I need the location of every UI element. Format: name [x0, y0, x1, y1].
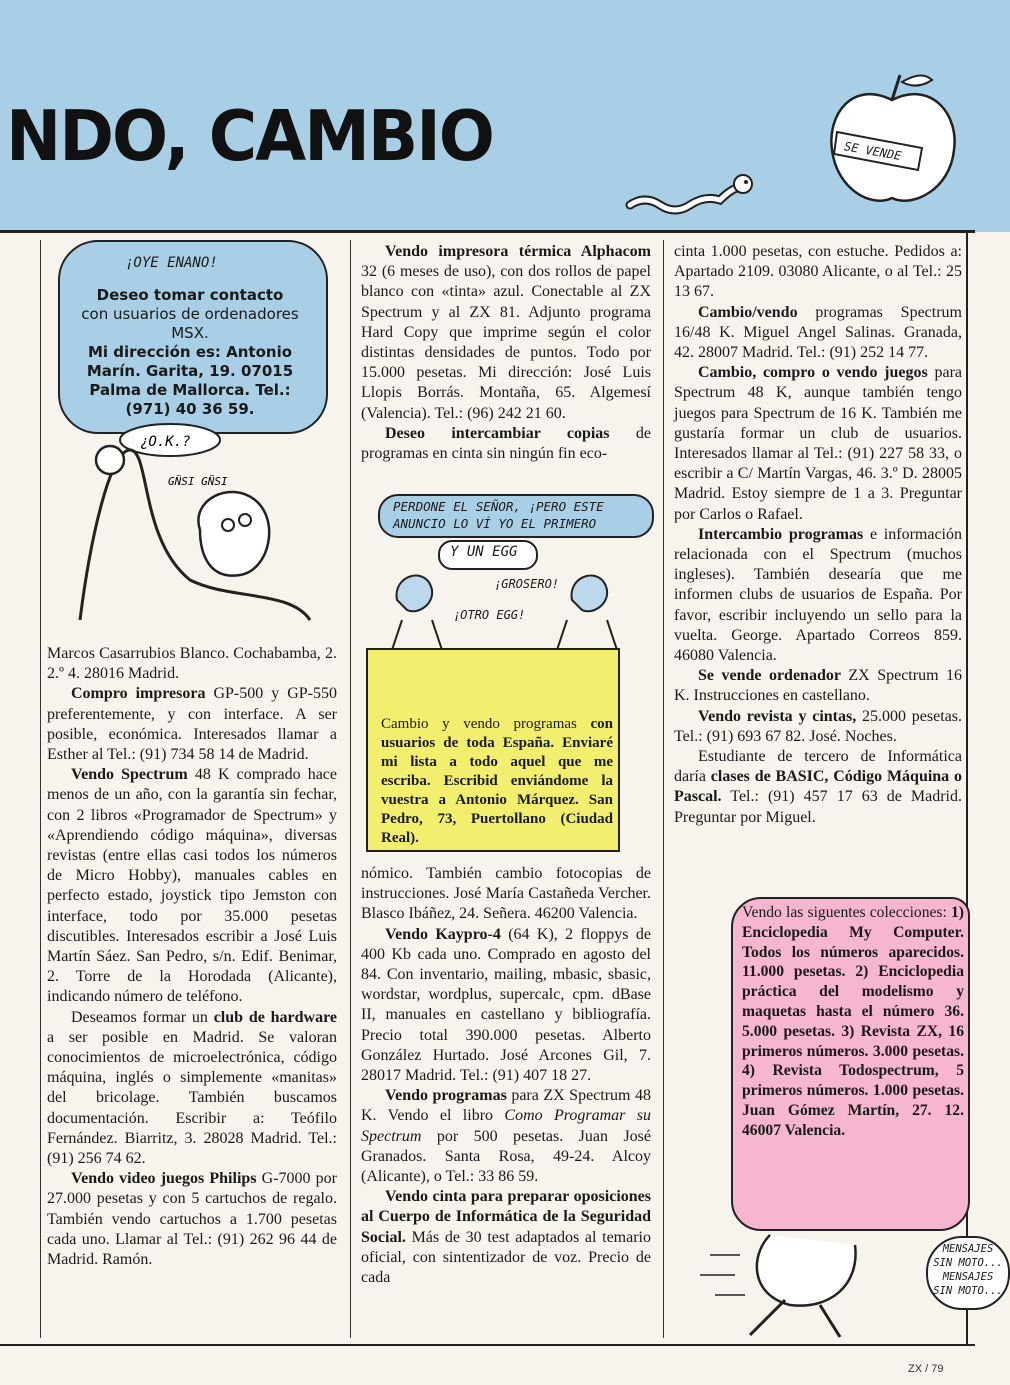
ad-heading: Vendo Spectrum	[71, 766, 188, 784]
column-3-classifieds	[674, 242, 962, 828]
ad-body: por 500 pesetas. Juan José Granados. Santa Rosa, 49-24. Alcoy (Alicante), o Tel.: 33 86 59.	[361, 1127, 651, 1186]
ad-clases-basic	[674, 747, 962, 828]
ad-body: Tel.: (91) 457 17 63 de Madrid. Preguntar por Miguel.	[674, 788, 962, 826]
ad-vendo-spectrum	[47, 765, 337, 1007]
column-rule-2	[663, 240, 664, 1338]
yellow-ad-lead: Cambio y vendo programas	[381, 716, 577, 732]
pink-ad-body: 1) Enciclopedia My Computer. Todos los números aparecidos. 11.000 pesetas. 2) Enciclopedia práctica del modelismo y maquetas hasta el número 36. 5.000 pesetas. 3) Revista ZX, 16 primeros números. 3.000 pesetas. 4) Revista Todospectrum, 5 primeros números. 1.000 pesetas. Juan Gómez Martín, 27. 12. 46007 Valencia.	[742, 904, 964, 1139]
worm-illustration	[625, 160, 765, 220]
ad-body: programas Spectrum 16/48 K. Miguel Angel Salinas. Granada, 42. 28007 Madrid. Tel.: (91) 252 14 77.	[674, 303, 962, 362]
ad-body: a ser posible en Madrid. Se valoran conocimientos de microelectrónica, código máquina, inglés o simplemente «manitas» del bricolage. También buscamos documentación. Escribir a: Teófilo Fernández. Biarritz, 3. 28028 Madrid. Tel.: (91) 256 74 62.	[47, 1028, 337, 1168]
page-title: NDO, CAMBIO	[6, 96, 493, 177]
ad-heading: Se vende ordenador	[698, 667, 841, 685]
ad-heading: Compro impresora	[71, 685, 206, 703]
cartoon-runner-illustration	[690, 1225, 930, 1343]
bubble-1-text	[70, 286, 310, 419]
ad-kaypro	[361, 925, 651, 1087]
ad-vendo-cinta	[361, 1187, 651, 1288]
cartoon-laugh-text: GÑSI GÑSI	[168, 475, 228, 488]
ad-body: e información relacionada con el Spectrum (muchos ingleses). También desearía que me informen clubs de usuarios de España. Por favor, escribir incluyendo un sello para la vuelta. George. Apartado Correos 859. 46080 Valencia.	[674, 525, 963, 665]
ad-body: ZX Spectrum 16 K. Instrucciones en castellano.	[674, 667, 962, 705]
bubble-1-line-a: Deseo tomar contacto	[96, 286, 284, 304]
ad-cinta-continuation: cinta 1.000 pesetas, con estuche. Pedidos a: Apartado 2109. 03080 Alicante, o al Tel.: 25 13 67.	[674, 243, 962, 301]
cartoon-grosero-text: ¡GROSERO!	[494, 577, 560, 591]
ad-heading: Vendo programas	[385, 1087, 507, 1105]
apple-tag-text: SE VENDE	[843, 139, 903, 164]
header-divider	[0, 230, 975, 233]
column-rule-1	[350, 240, 351, 1338]
ad-body: GP-500 y GP-550 preferentemente, y con interface. A ser posible, económica. Interesados llamar a Esther al Tel.: (91) 734 58 14 de Madrid.	[47, 685, 338, 764]
ad-intercambio-programas	[674, 525, 962, 666]
ad-body: Estudiante de tercero de Informática daría	[674, 748, 962, 786]
ad-casarrubios: Marcos Casarrubios Blanco. Cochabamba, 2. 2.º 4. 28016 Madrid.	[47, 645, 337, 683]
ad-castaneda: nómico. También cambio fotocopias de instrucciones. José María Castañeda Vercher. Blasco Ibáñez, 24. Señera. 46200 Valencia.	[361, 865, 651, 923]
ad-video-juegos	[47, 1169, 337, 1270]
yellow-ad-body: con usuarios de toda España. Enviaré mi lista a todo aquel que me escriba. Escribid enviándome la vuestra a Antonio Márquez. San Pedro, 73, Puertollano (Ciudad Real).	[381, 716, 614, 846]
ad-heading: Deseo intercambiar copias	[385, 424, 610, 442]
bubble-1-line-b: con usuarios de ordenadores MSX.	[81, 305, 299, 342]
cartoon-top-text: PERDONE EL SEÑOR, ¡PERO ESTE ANUNCIO LO VÍ YO EL PRIMERO	[393, 499, 604, 531]
ad-heading: Vendo cinta para preparar oposiciones al Cuerpo de Informática de la Seguridad Social.	[361, 1188, 651, 1246]
ad-body: 32 (6 meses de uso), con dos rollos de papel blanco con «tinta» azul. Conectable al ZX Spectrum y al ZX 81. Adjunto programa Hard Copy que imprime según el color distintas densidades de puntos. Todo por 15.000 pesetas. Mi dirección: José Luis Llopis Borrás. Montaña, 65. Algemesí (Valencia). Tel.: (96) 242 21 60.	[361, 263, 651, 422]
ad-heading: Cambio/vendo	[698, 303, 798, 321]
ad-body: (64 K), 2 floppys de 400 Kb cada uno. Comprado en agosto del 84. Con inventario, mailing, mbasic, sbasic, wordstar, wordplus, supercalc, cpm. dBase II, manuales en castellano y bibliografía. Precio total 390.000 pesetas. Alberto González Hurtado. José Arcones Gil, 7. 28017 Madrid. Tel.: (91) 407 18 27.	[361, 925, 652, 1085]
ad-heading: Vendo revista y cintas,	[698, 707, 857, 725]
ad-vendo-programas	[361, 1086, 651, 1187]
ad-heading: clases de BASIC, Código Máquina o Pascal.	[674, 768, 962, 806]
page-number: ZX / 79	[908, 1363, 944, 1375]
cartoon-two-men-illustration	[372, 560, 632, 650]
ad-heading: Vendo impresora térmica Alphacom	[385, 243, 651, 260]
cartoon-ok-illustration	[70, 420, 340, 630]
ad-book-title: Como Programar su Spectrum	[361, 1107, 651, 1145]
yellow-ad-text	[381, 715, 613, 848]
ad-body: 25.000 pesetas. Tel.: (91) 693 67 82. José. Noches.	[674, 707, 962, 745]
column-2-bottom	[361, 864, 651, 1288]
ad-se-vende-ordenador	[674, 666, 962, 706]
cartoon-mensajes-text: MENSAJES SIN MOTO... MENSAJES SIN MOTO...	[933, 1243, 1003, 1297]
ad-impresora-alphacom	[361, 242, 651, 424]
ad-body: de programas en cinta sin ningún fin eco-	[361, 424, 652, 463]
cartoon-ok-text: ¿O.K.?	[140, 434, 191, 450]
column-2-top	[361, 242, 651, 464]
bubble-1-line-c: Mi dirección es: Antonio Marín. Garita, 19. 07015 Palma de Mallorca. Tel.: (971) 40 36 59.	[86, 343, 294, 418]
ad-compro-impresora	[47, 684, 337, 765]
pink-ad-lead: Vendo las siguentes colecciones:	[742, 904, 951, 921]
ad-heading: Cambio, compro o vendo juegos	[698, 364, 928, 382]
ad-cambio-compro-juegos	[674, 363, 962, 525]
ad-body: G-7000 por 27.000 pesetas y con 5 cartuchos de regalo. También vendo cartuchos a 1.700 pesetas cada uno. Llamar al Tel.: (91) 262 96 44 de Madrid. Ramón.	[47, 1170, 337, 1269]
ad-heading: Vendo Kaypro-4	[385, 925, 501, 943]
bubble-handwritten-label: ¡OYE ENANO!	[125, 255, 218, 271]
cartoon-otro-egg-text: ¡OTRO EGG!	[453, 608, 526, 622]
ad-intercambiar-copias	[361, 424, 651, 464]
apple-illustration	[822, 70, 962, 210]
ad-heading: Intercambio programas	[698, 525, 864, 543]
cartoon-egg-text: Y UN EGG	[450, 544, 518, 560]
ad-heading: Vendo video juegos Philips	[71, 1170, 257, 1188]
ad-body: 48 K comprado hace menos de un año, con la garantía sin fechar, con 2 libros «Programador de Spectrum» y «Aprendiendo código máquina», diversas revistas (entre ellas casi todos los números de Micro Hobby), manuales cables en perfecto estado, joystick tipo Jemston con interface, todo por 35.000 pesetas discutibles. Interesados escribir a José Luis Martín Sáez. San Pedro, s/n. Edif. Benimar, 2. Torre de la Horodada (Alicante), indicando número de teléfono.	[47, 766, 337, 1006]
bottom-border	[0, 1344, 975, 1346]
ad-heading: club de hardware	[213, 1008, 337, 1026]
ad-revista-cintas	[674, 707, 962, 747]
column-rule-left	[40, 240, 41, 1338]
ad-cambio-vendo	[674, 303, 962, 364]
pink-ad-text	[742, 903, 964, 1141]
ad-body: para Spectrum 48 K, aunque también tengo juegos para Spectrum de 16 K. También me gustaría formar un club de usuarios. Interesados llamar al Tel.: (91) 227 58 33, o escribir a C/ Martín Vargas, 46. 3.º D. 28005 Madrid. Estoy siempre de 1 a 3. Preguntar por Carlos o Rafael.	[674, 364, 962, 523]
ad-club-hardware	[47, 1008, 337, 1170]
ad-body: Más de 30 test adaptados al temario oficial, con sintentizador de voz. Precio de cada	[361, 1228, 651, 1287]
ad-body: Deseamos formar un	[71, 1008, 214, 1026]
ad-body: para ZX Spectrum 48 K. Vendo el libro	[361, 1087, 651, 1125]
column-1-classifieds	[47, 644, 337, 1270]
